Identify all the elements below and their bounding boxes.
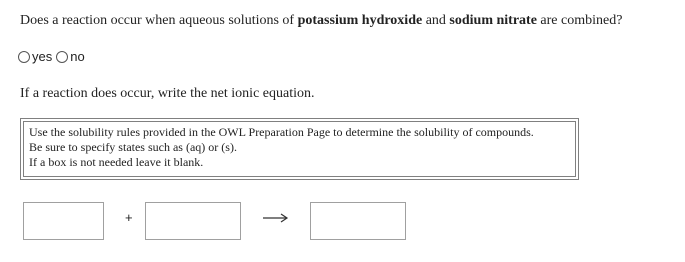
yes-label: yes (32, 49, 53, 64)
hint-line-2: Be sure to specify states such as (aq) or (s). (29, 140, 237, 154)
question-part2: and (422, 13, 450, 28)
hint-box (20, 118, 579, 180)
no-radio[interactable] (56, 51, 68, 63)
product-answer-box[interactable] (310, 202, 406, 240)
reaction-options (18, 49, 89, 64)
question-part3: are combined? (536, 13, 623, 28)
question-text (20, 13, 622, 29)
yes-radio[interactable] (18, 51, 30, 63)
yes-option[interactable] (18, 49, 56, 64)
reactant2-answer-box[interactable] (145, 202, 241, 240)
hint-content (23, 121, 576, 177)
no-option[interactable] (56, 49, 88, 64)
hint-line-3: If a box is not needed leave it blank. (29, 155, 204, 169)
reactant1-name: potassium hydroxide (297, 13, 423, 28)
right-arrow-icon (262, 211, 290, 229)
no-label: no (70, 49, 85, 64)
question-part1: Does a reaction occur when aqueous solutions of (20, 13, 298, 28)
reactant1-answer-box[interactable] (23, 202, 104, 240)
plus-symbol: + (125, 210, 133, 225)
instruction-text: If a reaction does occur, write the net ionic equation. (20, 86, 315, 101)
reactant2-name: sodium nitrate (449, 13, 537, 28)
hint-line-1: Use the solubility rules provided in the OWL Preparation Page to determine the solubility of compounds. (29, 125, 534, 139)
